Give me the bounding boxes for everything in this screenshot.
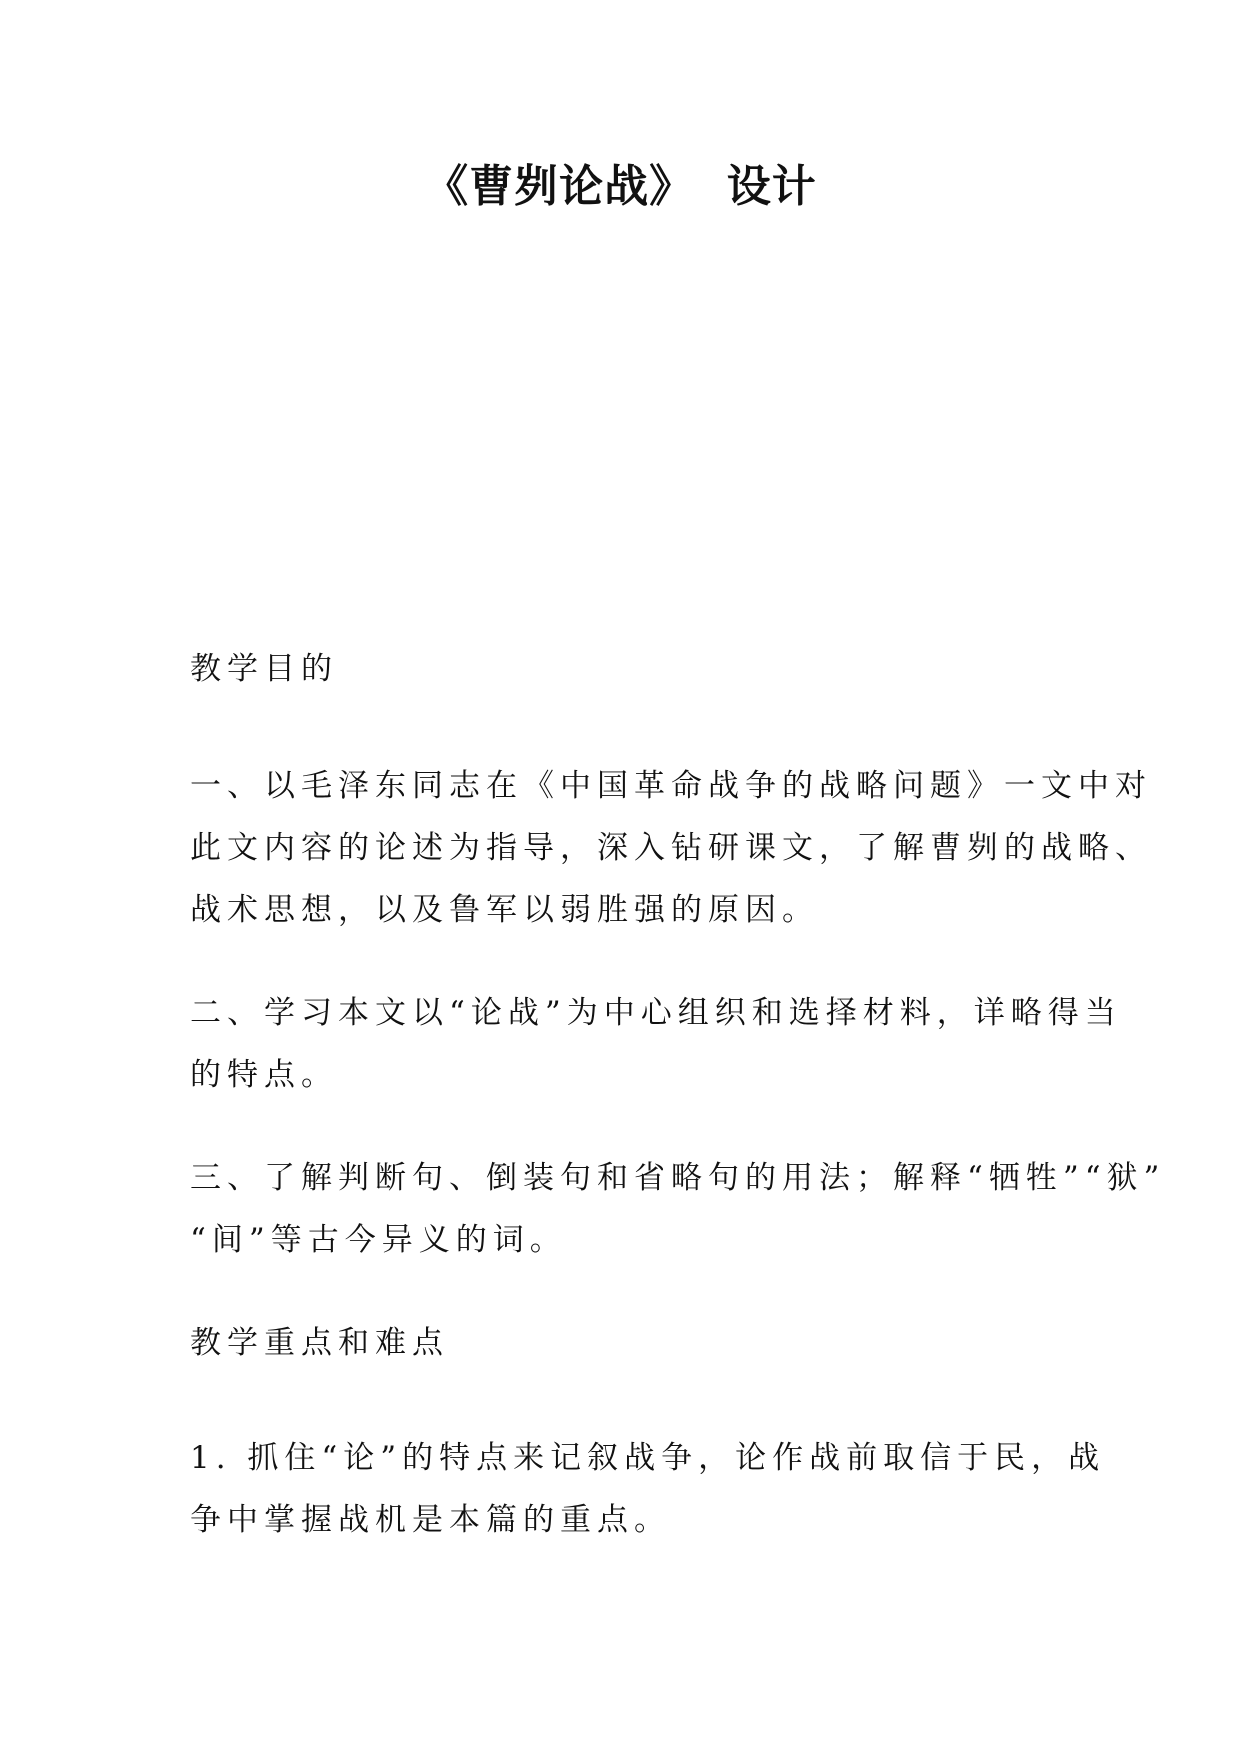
document-title: 《曹刿论战》 设计: [424, 161, 817, 212]
paragraph-line: 一、以毛泽东同志在《中国革命战争的战略问题》一文中对: [190, 768, 1152, 804]
paragraph-goal-1: [190, 755, 1152, 941]
paragraph-line: 此文内容的论述为指导，深入钻研课文，了解曹刿的战略、: [190, 830, 1152, 866]
paragraph-line: 争中掌握战机是本篇的重点。: [190, 1502, 671, 1538]
paragraph-line: 1. 抓住“论”的特点来记叙战争，论作战前取信于民，战: [190, 1440, 1106, 1476]
paragraph-goal-2: [190, 982, 1122, 1106]
paragraph-goal-3: [190, 1147, 1166, 1271]
heading-text: 教学目的: [190, 651, 338, 687]
paragraph-line: 二、学习本文以“论战”为中心组织和选择材料，详略得当: [190, 995, 1122, 1031]
paragraph-line: 三、了解判断句、倒装句和省略句的用法；解释“牺牲”“狱”: [190, 1160, 1166, 1196]
section-heading-focus-difficulty: [190, 1312, 1070, 1374]
paragraph-line: 战术思想，以及鲁军以弱胜强的原因。: [190, 892, 819, 928]
paragraph-focus-1: [190, 1427, 1106, 1551]
heading-text: 教学重点和难点: [190, 1325, 449, 1361]
section-heading-teaching-goals: [190, 638, 1070, 700]
paragraph-line: 的特点。: [190, 1057, 338, 1093]
paragraph-line: “间”等古今异义的词。: [190, 1222, 567, 1258]
